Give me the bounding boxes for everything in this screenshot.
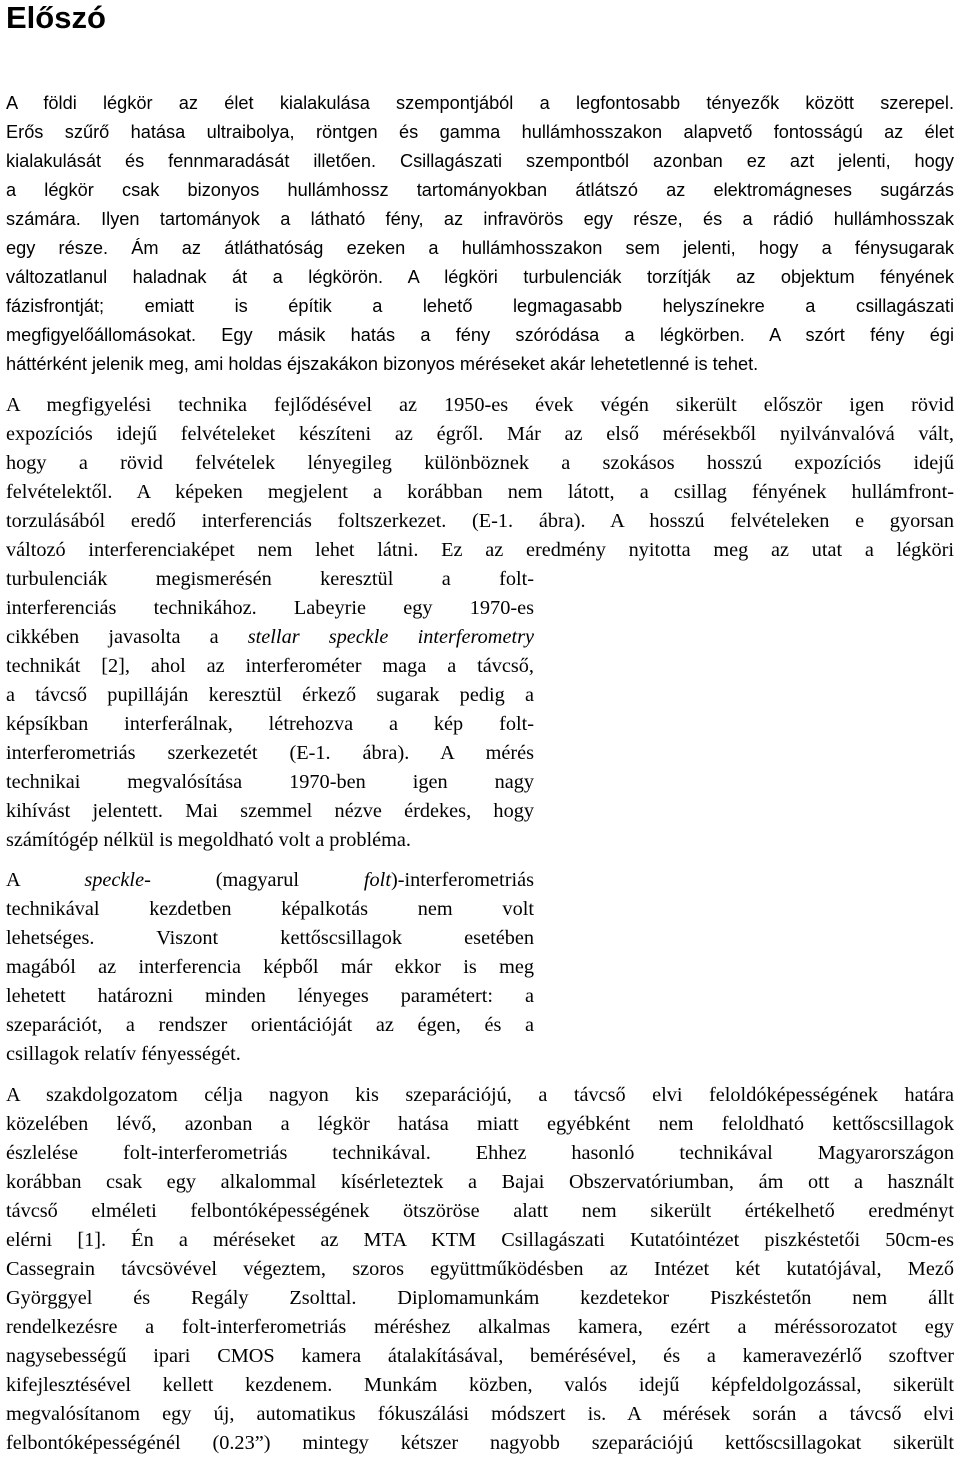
- text-line: a légkör csak bizonyos hullámhossz tartományokban átlátszó az elektromágneses sugárzás: [6, 180, 954, 200]
- text-line: csillagok relatív fényességét.: [6, 1043, 241, 1065]
- text-line: felbontóképességénél (0.23”) mintegy kétszer nagyobb szeparációjú kettőscsillagokat sikerült: [6, 1432, 954, 1454]
- text-line: háttérként jelenik meg, ami holdas éjszakákon bizonyos méréseket akár lehetetlenné is tehet.: [6, 354, 759, 374]
- text-line: lehetett határozni minden lényeges paramétert: a: [6, 985, 534, 1007]
- text-line: megfigyelőállomásokat. Egy másik hatás a fény szóródása a légkörben. A szórt fény égi: [6, 325, 954, 345]
- text-line: nagysebességű ipari CMOS kamera átalakításával, bemérésével, és a kameravezérlő szoftver: [6, 1345, 954, 1367]
- text-line: A földi légkör az élet kialakulása szempontjából a legfontosabb tényezők között szerepel.: [6, 93, 954, 113]
- text-line: lehetséges. Viszont kettőscsillagok esetében: [6, 927, 534, 949]
- text-line: expozíciós idejű felvételeket készíteni az égről. Már az első mérésekből nyilvánvalóvá vált,: [6, 423, 954, 445]
- text-line: változatlanul haladnak át a légkörön. A légköri turbulenciák torzítják az objektum fényének: [6, 267, 954, 287]
- paragraph-intro: [6, 89, 954, 379]
- text-line: megvalósítanom egy új, automatikus fókuszálási módszert is. A mérések során a távcső elvi: [6, 1403, 954, 1425]
- text-line: egy része. Ám az átláthatóság ezeken a hullámhosszakon sem jelenti, hogy a fénysugarak: [6, 238, 954, 258]
- text-line: számítógép nélkül is megoldható volt a probléma.: [6, 829, 411, 851]
- narrow-column: [6, 565, 534, 855]
- paragraph-history: [6, 391, 954, 855]
- text-line: kialakulását és fennmaradását illetően. Csillagászati szempontból azonban ez azt jelenti, hogy: [6, 151, 954, 171]
- text-line: kihívást jelentett. Mai szemmel nézve érdekes, hogy: [6, 800, 534, 822]
- text-line: interferometriás szerkezetét (E-1. ábra). A mérés: [6, 742, 534, 764]
- text-line: a távcső pupilláján keresztül érkező sugarak pedig a: [6, 684, 534, 706]
- text-line: A szakdolgozatom célja nagyon kis szeparációjú, a távcső elvi feloldóképességének határa: [6, 1084, 954, 1106]
- text-line: fázisfrontját; emiatt is építik a lehető legmagasabb helyszínekre a csillagászati: [6, 296, 954, 316]
- text-line: torzulásából eredő interferenciás foltszerkezet. (E-1. ábra). A hosszú felvételeken e gyorsan: [6, 510, 954, 532]
- text-line: távcső elméleti felbontóképességének ötszöröse alatt nem sikerült értékelhető eredményt: [6, 1200, 954, 1222]
- italic-term: folt: [363, 869, 391, 891]
- text-line: elérni [1]. Én a méréseket az MTA KTM Csillagászati Kutatóintézet piszkéstetői 50cm-es: [6, 1229, 954, 1251]
- text-line: Cassegrain távcsövével végeztem, szoros együttműködésben az Intézet két kutatójával, Mező: [6, 1258, 954, 1280]
- text-line: változó interferenciaképet nem lehet látni. Ez az eredmény nyitotta meg az utat a légköri: [6, 539, 954, 561]
- italic-term: speckle: [84, 869, 145, 891]
- text-line: technikát [2], ahol az interferométer maga a távcső,: [6, 655, 534, 677]
- text-line: rendelkezésre a folt-interferometriás méréshez alkalmas kamera, ezért a méréssorozatot egy: [6, 1316, 954, 1338]
- text-line: korábban csak egy alkalommal kísérleteztek a Bajai Obszervatóriumban, ám ott a használt: [6, 1171, 954, 1193]
- text-line: szeparációt, a rendszer orientációját az égen, és a: [6, 1014, 534, 1036]
- paragraph-thesis-goal: [6, 1081, 954, 1458]
- text-line: interferenciás technikához. Labeyrie egy 1970-es: [6, 597, 534, 619]
- text-line: képsíkban interferálnak, létrehozva a kép folt-: [6, 713, 534, 735]
- text-line: Erős szűrő hatása ultraibolya, röntgen és gamma hullámhosszakon alapvető fontosságú az élet: [6, 122, 954, 142]
- text-line: magából az interferencia képből már ekkor is meg: [6, 956, 534, 978]
- text-segment: - (magyarul: [144, 869, 364, 891]
- text-line: számára. Ilyen tartományok a látható fény, az infravörös egy része, és a rádió hullámhosszak: [6, 209, 954, 229]
- italic-term: stellar speckle interferometry: [247, 626, 534, 648]
- text-line: közelében lévő, azonban a légkör hatása miatt egyébként nem feloldható kettőscsillagok: [6, 1113, 954, 1135]
- page-title: Előszó: [6, 0, 106, 35]
- text-line: [6, 623, 534, 652]
- text-line: turbulenciák megismerésén keresztül a folt-: [6, 568, 534, 590]
- text-segment: A: [6, 869, 85, 891]
- text-line: Györggyel és Regály Zsolttal. Diplomamunkám kezdetekor Piszkéstetőn nem állt: [6, 1287, 954, 1309]
- text-segment: )-interferometriás: [390, 869, 534, 891]
- paragraph-speckle: [6, 866, 534, 1069]
- text-line: kifejlesztésével kellett kezdenem. Munkám közben, valós idejű képfeldolgozással, sikerült: [6, 1374, 954, 1396]
- text-line: A megfigyelési technika fejlődésével az 1950-es évek végén sikerült először igen rövid: [6, 394, 954, 416]
- text-line: technikai megvalósítása 1970-ben igen nagy: [6, 771, 534, 793]
- text-line: észlelése folt-interferometriás technikával. Ehhez hasonló technikával Magyarországon: [6, 1142, 954, 1164]
- text-segment: cikkében javasolta a: [6, 626, 248, 648]
- text-line: hogy a rövid felvételek lényegileg különböznek a szokásos hosszú expozíciós idejű: [6, 452, 954, 474]
- text-line: felvételektől. A képeken megjelent a korábban nem látott, a csillag fényének hullámfront-: [6, 481, 954, 503]
- text-line: technikával kezdetben képalkotás nem volt: [6, 898, 534, 920]
- text-line: [6, 866, 534, 895]
